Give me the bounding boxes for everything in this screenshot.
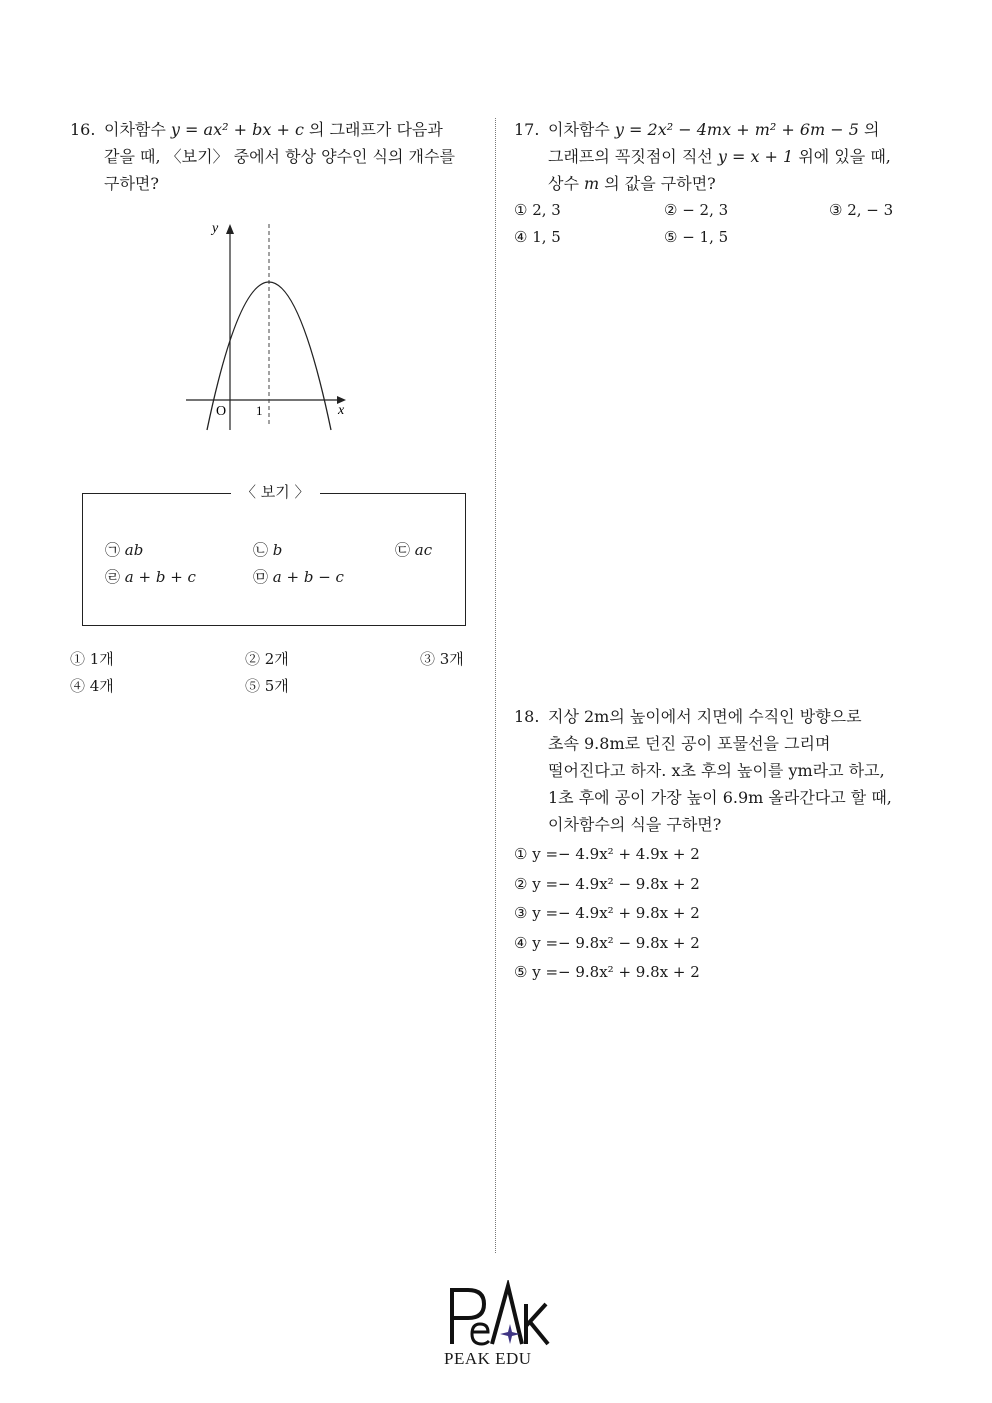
parabola-graph	[180, 216, 360, 441]
bogi-marker: ㉤	[253, 568, 269, 586]
q17-line2-post: 위에 있을 때,	[793, 147, 891, 166]
q17-text: 이차함수	[548, 120, 615, 139]
bogi-marker: ㉠	[105, 541, 121, 559]
q16-number: 16.	[70, 120, 96, 139]
logo-e-mark	[472, 1324, 489, 1344]
logo-k-mark	[526, 1304, 548, 1344]
q18-choice-3[interactable]: ③ y =− 4.9x² + 9.8x + 2	[514, 904, 700, 922]
q16-line3: 구하면?	[104, 174, 159, 193]
q17-equation: y = 2x² − 4mx + m² + 6m − 5	[614, 120, 859, 139]
bogi-item	[253, 565, 344, 589]
bogi-marker: ㉣	[105, 568, 121, 586]
q16-choice-2[interactable]: ② 2개	[245, 650, 289, 668]
bogi-marker: ㉡	[253, 541, 269, 559]
bogi-expr: ab	[124, 541, 144, 559]
q17-line1	[514, 116, 934, 143]
bogi-item	[253, 538, 282, 562]
origin-label: O	[216, 404, 227, 419]
bogi-expr: b	[272, 541, 283, 559]
q17-number: 17.	[514, 120, 540, 139]
q16-line2: 같을 때, 〈보기〉 중에서 항상 양수인 식의 개수를	[104, 147, 455, 166]
q17-choice-2[interactable]: ② − 2, 3	[664, 201, 729, 219]
logo-text: PEAK EDU	[444, 1349, 532, 1368]
q17-choice-3[interactable]: ③ 2, − 3	[829, 201, 894, 219]
q16-choice-3[interactable]: ③ 3개	[420, 650, 464, 668]
q18-line3: 떨어진다고 하자. x초 후의 높이를 ym라고 하고,	[548, 761, 885, 780]
q17-line2-pre: 그래프의 꼭짓점이 직선	[548, 147, 718, 166]
q17-line3	[514, 170, 934, 197]
q18-choices	[514, 840, 934, 988]
q16-equation: y = ax² + bx + c	[170, 120, 304, 139]
x-label: x	[338, 403, 345, 418]
q18-choice-2[interactable]: ② y =− 4.9x² − 9.8x + 2	[514, 874, 700, 893]
q16-text: 이차함수	[104, 120, 171, 139]
q18-number: 18.	[514, 707, 540, 726]
bogi-box	[82, 483, 466, 626]
bogi-title: 〈 보기 〉	[231, 480, 320, 504]
q18-choice-1[interactable]: ① y =− 4.9x² + 4.9x + 2	[514, 845, 700, 863]
q17-variable: m	[584, 174, 600, 193]
q18-choice-4[interactable]: ④ y =− 9.8x² − 9.8x + 2	[514, 933, 700, 952]
bogi-item	[395, 538, 432, 562]
q17-choices-row-2	[514, 224, 934, 251]
q16-choice-5[interactable]: ⑤ 5개	[245, 677, 289, 695]
q18-line4: 1초 후에 공이 가장 높이 6.9m 올라간다고 할 때,	[548, 788, 892, 807]
question-18	[514, 703, 934, 988]
q16-choices	[70, 646, 480, 700]
q16-text-post: 의 그래프가 다음과	[303, 120, 443, 139]
q17-choice-1[interactable]: ① 2, 3	[514, 201, 561, 219]
column-divider	[495, 118, 496, 1253]
q16-choice-4[interactable]: ④ 4개	[70, 677, 114, 695]
q17-choices-row-1	[514, 197, 934, 224]
bogi-expr: a + b + c	[124, 568, 196, 586]
bogi-expr: a + b − c	[272, 568, 344, 586]
bogi-item	[105, 565, 196, 589]
q16-choice-1[interactable]: ① 1개	[70, 650, 114, 668]
question-17	[514, 116, 934, 251]
q18-text: 지상 2m의 높이에서 지면에 수직인 방향으로	[548, 707, 862, 726]
q17-line-equation: y = x + 1	[717, 147, 794, 166]
q17-line3-pre: 상수	[548, 174, 584, 193]
y-label: y	[212, 221, 219, 236]
tick-label-1: 1	[256, 403, 263, 418]
q18-line1	[514, 703, 934, 730]
q17-choice-5[interactable]: ⑤ − 1, 5	[664, 228, 729, 246]
q17-line2	[514, 143, 934, 170]
q17-choice-4[interactable]: ④ 1, 5	[514, 228, 561, 246]
q17-text-post: 의	[858, 120, 880, 139]
q18-line5: 이차함수의 식을 구하면?	[548, 815, 722, 834]
logo-p-mark	[452, 1290, 484, 1344]
q16-line1	[70, 116, 470, 143]
q18-line2: 초속 9.8m로 던진 공이 포물선을 그리며	[548, 734, 831, 753]
bogi-item	[105, 538, 143, 562]
question-16	[70, 116, 470, 695]
q17-line3-post: 의 값을 구하면?	[599, 174, 716, 193]
bogi-marker: ㉢	[395, 541, 411, 559]
bogi-expr: ac	[414, 541, 433, 559]
q18-choice-5[interactable]: ⑤ y =− 9.8x² + 9.8x + 2	[514, 963, 700, 981]
y-axis-arrow-icon	[226, 224, 234, 234]
